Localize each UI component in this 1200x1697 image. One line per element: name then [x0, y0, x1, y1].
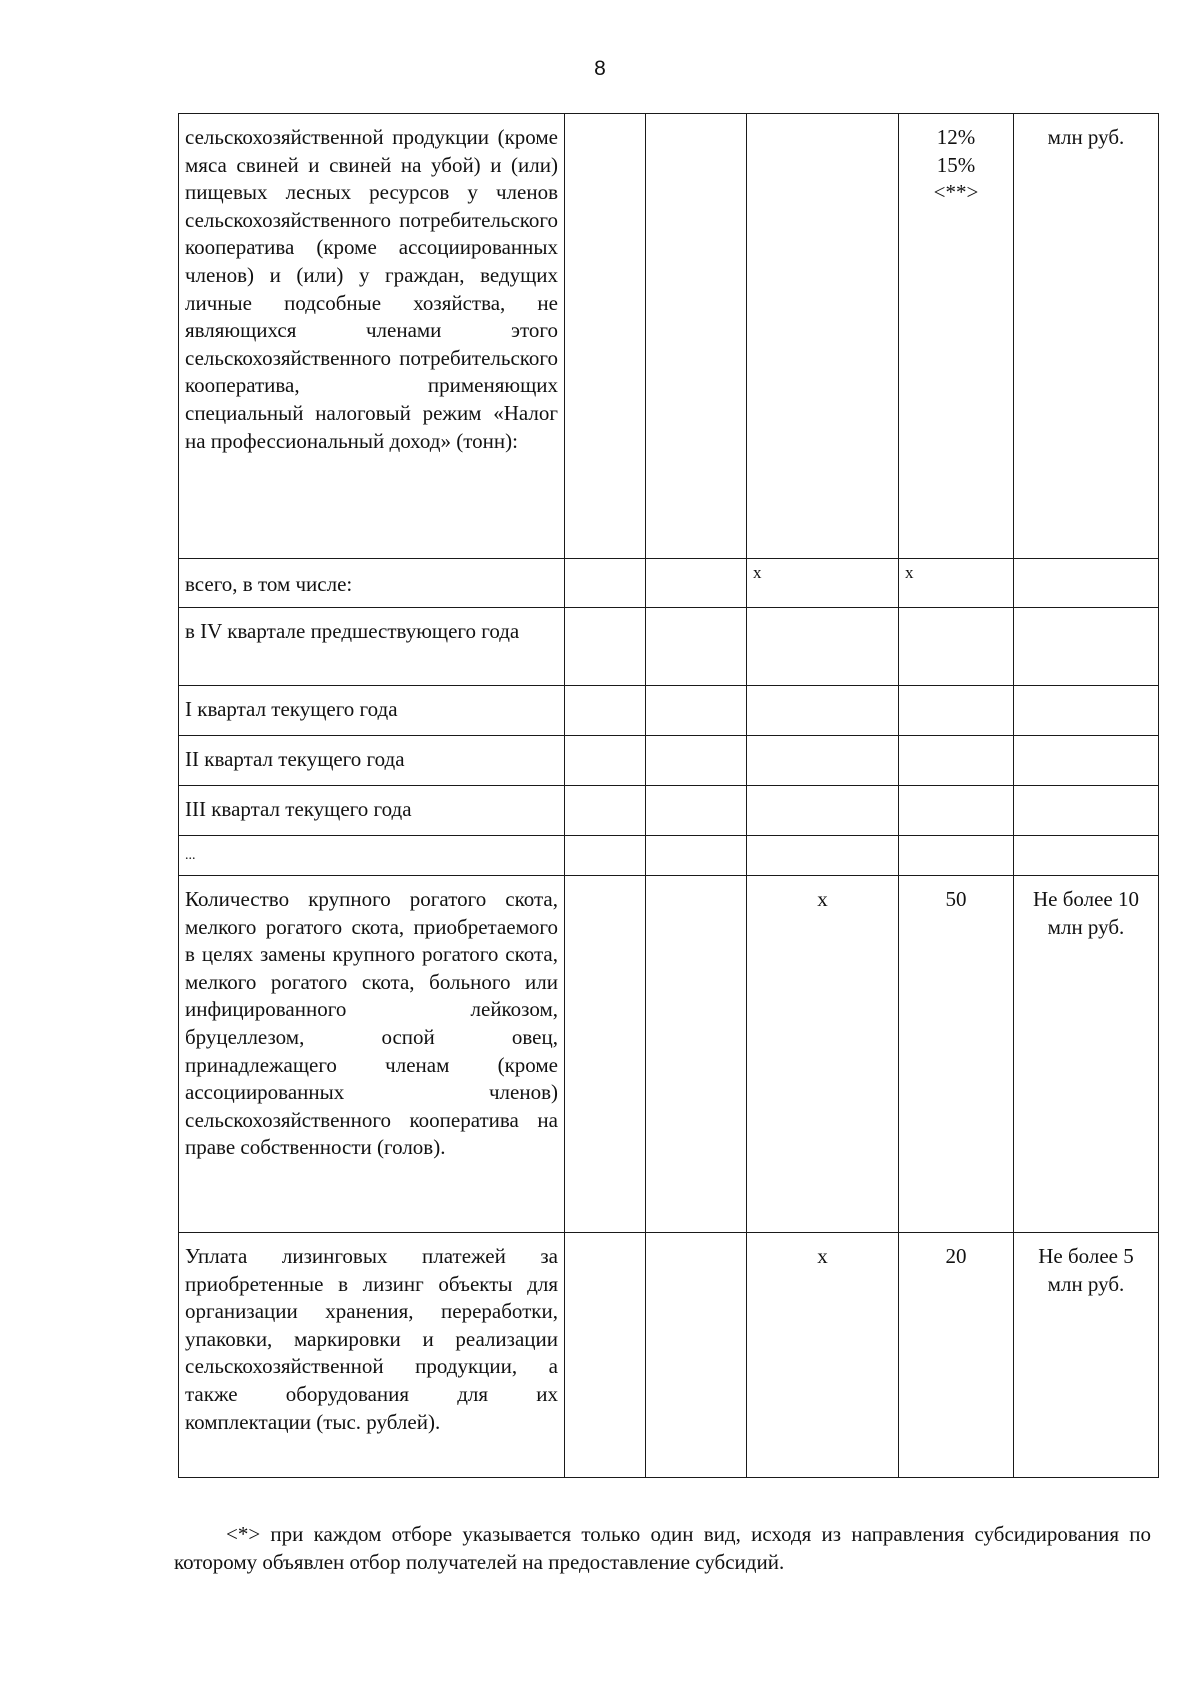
cell-col5 — [1014, 736, 1159, 786]
cell-col1 — [565, 608, 646, 686]
cell-col3 — [747, 114, 899, 559]
cell-col4: 20 — [899, 1233, 1014, 1478]
cell-col5 — [1014, 786, 1159, 836]
table-row — [179, 786, 1159, 836]
cell-col4 — [899, 836, 1014, 876]
cell-col2 — [646, 1233, 747, 1478]
cell-col5 — [1014, 686, 1159, 736]
cell-col1 — [565, 736, 646, 786]
cell-col3: х — [747, 876, 899, 1233]
cell-col4 — [899, 736, 1014, 786]
cell-col4: 50 — [899, 876, 1014, 1233]
rate-note: <**> — [933, 180, 979, 205]
cell-col1 — [565, 114, 646, 559]
cell-col1 — [565, 686, 646, 736]
table-row — [179, 559, 1159, 608]
cell-col4: х — [899, 559, 1014, 608]
rate-12: 12% — [936, 125, 976, 149]
cell-col5: Не более 10 млн руб. — [1014, 876, 1159, 1233]
row-description: Количество крупного рогатого скота, мелкого рогатого скота, приобретаемого в целях замены крупного рогатого скота, мелкого рогатого скота, больного или инфицированного лейкозом, бруцеллезом, оспой овец, принадлежащего членам (кроме ассоциированных членов) сельскохозяйственного кооператива на праве собственности (голов). — [179, 876, 565, 1233]
subsidy-table — [178, 113, 1159, 1478]
cell-col2 — [646, 876, 747, 1233]
table-row — [179, 736, 1159, 786]
cell-col3 — [747, 736, 899, 786]
row-description: сельскохозяйственной продукции (кроме мяса свиней и свиней на убой) и (или) пищевых лесных ресурсов у членов сельскохозяйственного потребительского кооператива (кроме ассоциированных членов) и (или) у граждан, ведущих личные подсобные хозяйства, не являющихся членами этого сельскохозяйственного потребительского кооператива, применяющих специальный налоговый режим «Налог на профессиональный доход» (тонн): — [179, 114, 565, 559]
table-row — [179, 114, 1159, 559]
cell-col3: х — [747, 1233, 899, 1478]
cell-col3 — [747, 786, 899, 836]
cell-col1 — [565, 836, 646, 876]
row-description: Уплата лизинговых платежей за приобретенные в лизинг объекты для организации хранения, переработки, упаковки, маркировки и реализации сельскохозяйственной продукции, а также оборудования для их комплектации (тыс. рублей). — [179, 1233, 565, 1478]
cell-col1 — [565, 786, 646, 836]
row-description: всего, в том числе: — [179, 559, 565, 608]
cell-col3 — [747, 686, 899, 736]
cell-col1 — [565, 559, 646, 608]
cell-col2 — [646, 114, 747, 559]
table-row — [179, 836, 1159, 876]
table-row — [179, 1233, 1159, 1478]
cell-col2 — [646, 608, 747, 686]
cell-col2 — [646, 686, 747, 736]
row-description: II квартал текущего года — [179, 736, 565, 786]
cell-col5 — [1014, 836, 1159, 876]
cell-col4 — [899, 608, 1014, 686]
cell-col5: млн руб. — [1014, 114, 1159, 559]
cell-col4 — [899, 786, 1014, 836]
table-row — [179, 876, 1159, 1233]
cell-col2 — [646, 836, 747, 876]
rate-15: 15% — [936, 152, 976, 177]
table-row — [179, 608, 1159, 686]
ellipsis-text: ... — [179, 836, 565, 876]
cell-col4 — [899, 114, 1014, 559]
cell-col3 — [747, 608, 899, 686]
page-number: 8 — [594, 57, 606, 80]
row-description: III квартал текущего года — [179, 786, 565, 836]
cell-col2 — [646, 559, 747, 608]
cell-col5 — [1014, 559, 1159, 608]
footnote: <*> при каждом отборе указывается только один вид, исходя из направления субсидирования по которому объявлен отбор получателей на предоставление субсидий. — [174, 1522, 1151, 1574]
cell-col2 — [646, 786, 747, 836]
row-description: I квартал текущего года — [179, 686, 565, 736]
cell-col5 — [1014, 608, 1159, 686]
cell-col4 — [899, 686, 1014, 736]
cell-col1 — [565, 876, 646, 1233]
table-row — [179, 686, 1159, 736]
cell-col3: х — [747, 559, 899, 608]
row-description: в IV квартале предшествующего года — [179, 608, 565, 686]
cell-col1 — [565, 1233, 646, 1478]
cell-col5: Не более 5 млн руб. — [1014, 1233, 1159, 1478]
cell-col2 — [646, 736, 747, 786]
cell-col3 — [747, 836, 899, 876]
